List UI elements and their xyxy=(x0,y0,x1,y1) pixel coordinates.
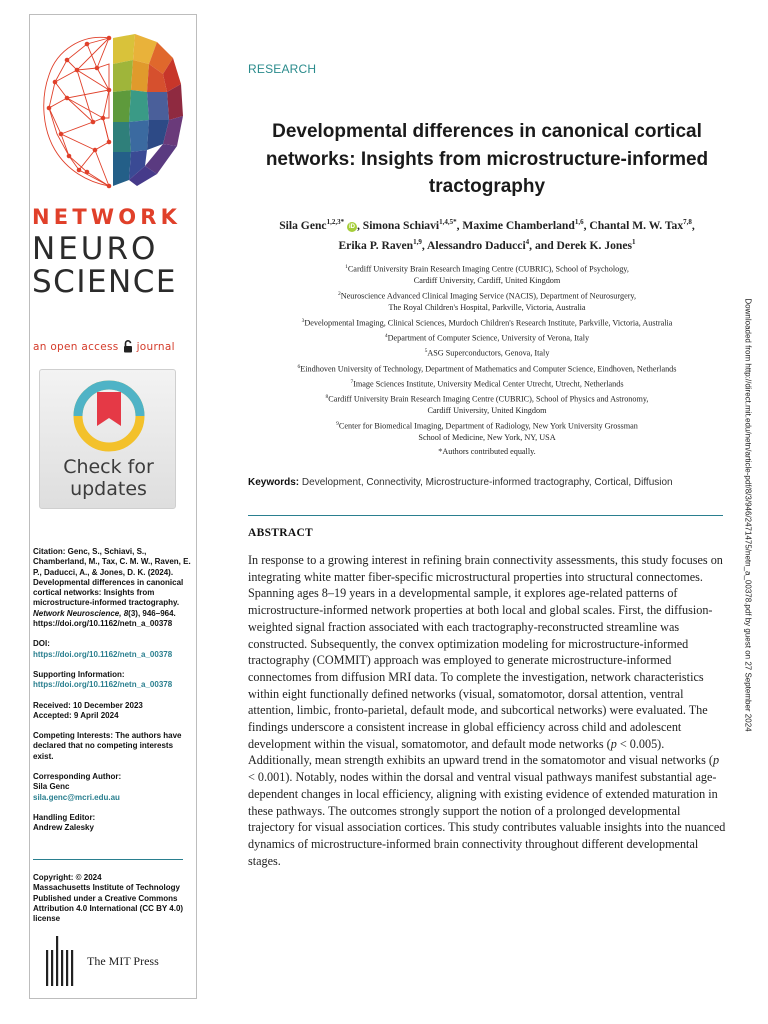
open-access-tagline xyxy=(33,340,193,353)
keywords-text: Development, Connectivity, Microstructure-informed tractography, Cortical, Diffusion xyxy=(301,477,673,488)
open-access-text: an open access xyxy=(33,340,119,353)
equal-contribution-note: *Authors contributed equally. xyxy=(438,446,536,456)
handling-editor-block xyxy=(33,813,191,834)
author-star: * xyxy=(340,218,345,226)
abstract-heading: ABSTRACT xyxy=(248,527,314,539)
sidebar-metadata xyxy=(33,547,191,844)
author: and Derek K. Jones xyxy=(534,238,633,252)
sidebar-divider xyxy=(33,859,183,860)
wordmark-network: NETWORK xyxy=(32,205,182,229)
author: Erika P. Raven xyxy=(338,238,414,252)
affiliation-item: $^2$Neuroscience Advanced Clinical Imaging Service (NACIS), Department of Neurosurgery, The Royal Children's Hospital, Parkville, Victoria, Australia xyxy=(337,290,637,313)
keywords-label: Keywords: xyxy=(248,477,300,488)
editor-name: Andrew Zalesky xyxy=(33,823,94,833)
supporting-label: Supporting Information: xyxy=(33,669,125,679)
copyright-block xyxy=(33,873,191,924)
affiliation-item: $^8$Cardiff University Brain Research Imaging Centre (CUBRIC), School of Physics and Astronomy, Cardiff University, United Kingdom xyxy=(325,394,649,416)
doi-link[interactable]: https://doi.org/10.1162/netn_a_00378 xyxy=(33,649,173,659)
citation-text: Genc, S., Schiavi, S., Chamberland, M., Tax, C. M. W., Raven, E. P., Daducci, A., & Jones, D. K. (2024). Developmental differences in canonical cortical networks: Insights from microstructure-informed tractography. xyxy=(33,547,191,608)
download-note xyxy=(740,300,756,730)
supporting-link[interactable]: https://doi.org/10.1162/netn_a_00378 xyxy=(33,680,173,690)
citation-label: Citation: xyxy=(33,547,66,556)
abstract-text: In response to a growing interest in refining brain connectivity assessments, this study focuses on integrating white matter fiber-specific microstructural properties into structural connectomes. Spanning ages 8–19 years in a developmental sample, it explores age-related patterns of microstructure-informed network properties at both local and global scales. First, the diffusion-weighted signal fraction associated with each tractography-reconstructed streamline was constructed. Subsequently, the convex optimization modeling for microstructure-informed tractography (COMMIT) approach was employed to generate microstructure-informed connectomes from diffusion MRI data. To complete the investigation, network characteristics within eight functionally defined networks (visual, somatomotor, dorsal attention, ventral attention, limbic, fronto-parietal, default mode, and subcortical networks) were evaluated. The findings underscore a consistent increase in global efficiency across child and adolescent development within the visual, somatomotor, and default mode networks (p < 0.005). Additionally, mean strength exhibits an upward trend in the somatomotor and visual networks (p < 0.001). Notably, nodes within the dorsal and ventral visual pathways manifest substantial age-dependent changes in local efficiency, aligning with existing evidence of extended maturation in these pathways. The outcomes strongly support the notion of a prolonged developmental trajectory for visual association cortices. This study contributes valuable insights into the nuanced dynamics of microstructure-informed brain connectivity throughout different developmental stages. xyxy=(248,553,726,868)
affiliation-item: $^5$ASG Superconductors, Genova, Italy xyxy=(424,348,550,359)
copyright-label: Copyright: © 2024 xyxy=(33,873,102,882)
wordmark-neuro: NEURO xyxy=(32,231,159,267)
corresponding-name: Sila Genc xyxy=(33,782,70,792)
citation-doi: https://doi.org/10.1162/netn_a_00378 xyxy=(33,619,173,629)
author-affil: 1,2,3 xyxy=(326,218,341,226)
author: Alessandro Daducci xyxy=(427,238,526,252)
citation-journal: Network Neuroscience, xyxy=(33,608,122,618)
editor-label: Handling Editor: xyxy=(33,812,96,822)
mit-press-logo xyxy=(45,936,159,986)
brain-logo-icon xyxy=(37,30,187,195)
author-list: Sila Genc$^{1,2,3*}$ iD , Simona Schiavi$^{1,4,5*}$, Maxime Chamberland$^{1,6}$, Chantal M. W. Tax$^{7,8}$, Erika P. Raven$^{1,9}$, Alessandro Daducci$^4$, and Derek K. Jones$^1$ xyxy=(279,218,695,252)
mit-press-icon xyxy=(45,936,77,986)
doi-label: DOI: xyxy=(33,639,50,649)
affiliation-item: $^4$Department of Computer Science, University of Verona, Italy xyxy=(384,333,590,343)
author-affil: 7,8 xyxy=(683,218,692,226)
mit-press-text: The MIT Press xyxy=(87,953,159,968)
author-affil: 1,6 xyxy=(574,218,584,226)
author: Maxime Chamberland xyxy=(462,218,575,232)
affiliation-list xyxy=(250,262,724,459)
keywords-line xyxy=(248,477,728,488)
section-label: RESEARCH xyxy=(248,62,317,76)
wordmark-science: SCIENCE xyxy=(32,264,177,300)
corresponding-email[interactable]: sila.genc@mcri.edu.au xyxy=(33,792,120,802)
corresponding-author-block xyxy=(33,772,191,803)
author-affil: 1,4,5 xyxy=(439,218,454,226)
affiliation-item: $^6$Eindhoven University of Technology, Department of Mathematics and Computer Science, Eindhoven, Netherlands xyxy=(297,363,677,374)
download-note-text: Downloaded from http://direct.mit.edu/netn/article-pdf/8/3/946/2471475/netn_a_00378.pdf by guest on 27 September 2024 xyxy=(743,298,753,732)
check-for-updates-label: Check for updates xyxy=(63,456,154,500)
author: Sila Genc xyxy=(279,218,327,232)
article-title: Developmental differences in canonical cortical networks: Insights from microstructure-informed tractography xyxy=(265,121,709,197)
author: Chantal M. W. Tax xyxy=(589,218,684,232)
author-affil: 4 xyxy=(525,237,530,246)
affiliation-item: $^1$Cardiff University Brain Research Imaging Centre (CUBRIC), School of Psychology, Cardiff University, Cardiff, United Kingdom xyxy=(345,264,629,286)
citation-block xyxy=(33,547,191,629)
author-affil: 1 xyxy=(632,237,636,246)
competing-label: Competing Interests: xyxy=(33,731,114,741)
license-text: Published under a Creative Commons Attribution 4.0 International (CC BY 4.0) license xyxy=(33,893,184,924)
affiliation-item: $^3$Developmental Imaging, Clinical Sciences, Murdoch Children's Research Institute, Parkville, Victoria, Australia xyxy=(301,317,673,328)
author-star: * xyxy=(453,218,457,226)
affiliation-item: $^9$Center for Biomedical Imaging, Department of Radiology, New York University Grossman School of Medicine, New York, NY, USA xyxy=(336,420,638,443)
open-access-journal-text: journal xyxy=(136,340,175,353)
affiliation-item: $^7$Image Sciences Institute, University Medical Center Utrecht, Utrecht, Netherlands xyxy=(350,378,624,389)
open-lock-icon xyxy=(123,340,133,353)
received-date: Received: 10 December 2023 xyxy=(33,700,143,710)
competing-interests-block xyxy=(33,731,191,762)
copyright-holder: Massachusetts Institute of Technology xyxy=(33,883,180,893)
author-affil: 1,9 xyxy=(413,237,422,246)
orcid-icon[interactable]: iD xyxy=(348,223,355,230)
accepted-date: Accepted: 9 April 2024 xyxy=(33,710,119,720)
supporting-info-block xyxy=(33,670,191,691)
check-for-updates-button[interactable] xyxy=(39,369,176,509)
abstract-divider xyxy=(248,515,723,516)
journal-wordmark xyxy=(32,204,192,299)
competing-text: The authors have declared that no competing interests exist. xyxy=(33,731,182,761)
dates-block xyxy=(33,701,191,722)
check-for-updates-icon xyxy=(73,376,145,452)
citation-issue-pages: (3), 946–964. xyxy=(128,608,176,618)
author: Simona Schiavi xyxy=(362,218,440,232)
citation-volume: 8 xyxy=(123,608,129,618)
corresponding-label: Corresponding Author: xyxy=(33,772,122,782)
doi-block xyxy=(33,639,191,660)
